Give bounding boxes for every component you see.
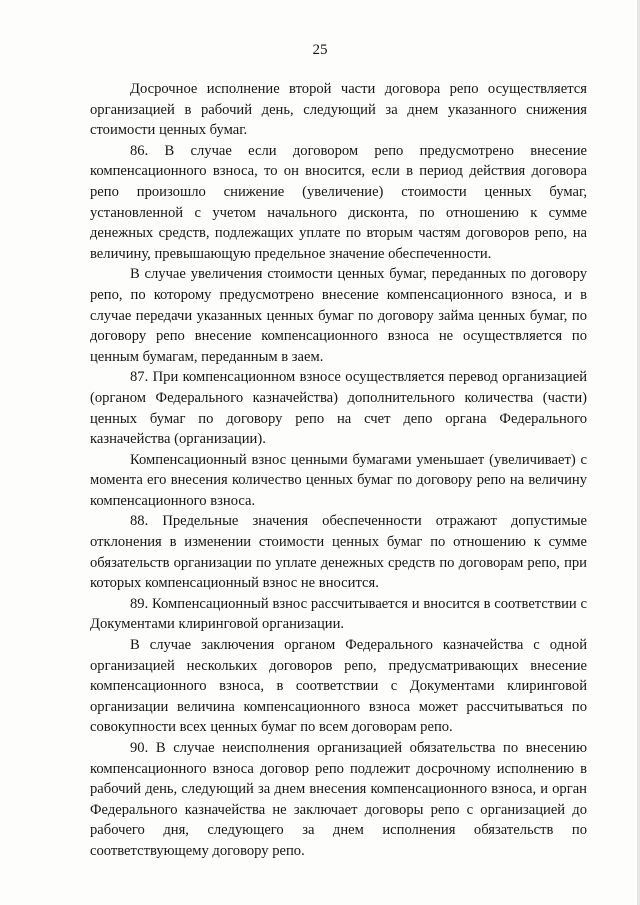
paragraph-89: 89. Компенсационный взнос рассчитывается и вносится в соответствии с Документами клиринговой организации. xyxy=(90,595,587,633)
paragraph-86: 86. В случае если договором репо предусмотрено внесение компенсационного взноса, то он вносится, если в период действия договора репо произошло снижение (увеличение) стоимости ценных бумаг, установленной с учетом начального дисконта, по отношению к сумме денежных средств, подлежащих уплате по вторым частям договоров репо, на величину, превышающую предельное значение обеспеченности. xyxy=(90,142,587,262)
paragraph-88: 88. Предельные значения обеспеченности отражают допустимые отклонения в изменении стоимости ценных бумаг по отношению к сумме обязательств организации по уплате денежных средств по договорам репо, при которых компенсационный взнос не вносится. xyxy=(90,513,587,592)
paragraph-87: 87. При компенсационном взносе осуществляется перевод организацией (органом Федерального казначейства) дополнительного количества (части) ценных бумаг по договору репо на счет депо органа Федерального казначейства (организации). xyxy=(90,369,587,448)
body-text xyxy=(90,79,587,862)
paragraph-early-execution: Досрочное исполнение второй части договора репо осуществляется организацией в рабочий день, следующий за днем указанного снижения стоимости ценных бумаг. xyxy=(90,81,587,139)
paragraph-89-multiple-contracts: В случае заключения органом Федерального казначейства с одной организацией нескольких договоров репо, предусматривающих внесение компенсационного взноса, в соответствии с Документами клиринговой организации величина компенсационного взноса может рассчитываться по совокупности всех ценных бумаг по всем договорам репо. xyxy=(90,637,587,736)
paragraph-87-securities-effect: Компенсационный взнос ценными бумагами уменьшает (увеличивает) с момента его внесения количество ценных бумаг по договору репо на величину компенсационного взноса. xyxy=(90,451,587,509)
paragraph-86-value-increase: В случае увеличения стоимости ценных бумаг, переданных по договору репо, по которому предусмотрено внесение компенсационного взноса, и в случае передачи указанных ценных бумаг по договору займа ценных бумаг, по договору репо внесение компенсационного взноса не осуществляется по ценным бумагам, переданным в заем. xyxy=(90,266,587,365)
page-number: 25 xyxy=(312,42,328,58)
paragraph-90: 90. В случае неисполнения организацией обязательства по внесению компенсационного взноса договор репо подлежит досрочному исполнению в рабочий день, следующий за днем внесения компенсационного взноса, и орган Федерального казначейства не заключает договоры репо с организацией до рабочего дня, следующего за днем исполнения обязательств по соответствующему договору репо. xyxy=(90,740,587,859)
